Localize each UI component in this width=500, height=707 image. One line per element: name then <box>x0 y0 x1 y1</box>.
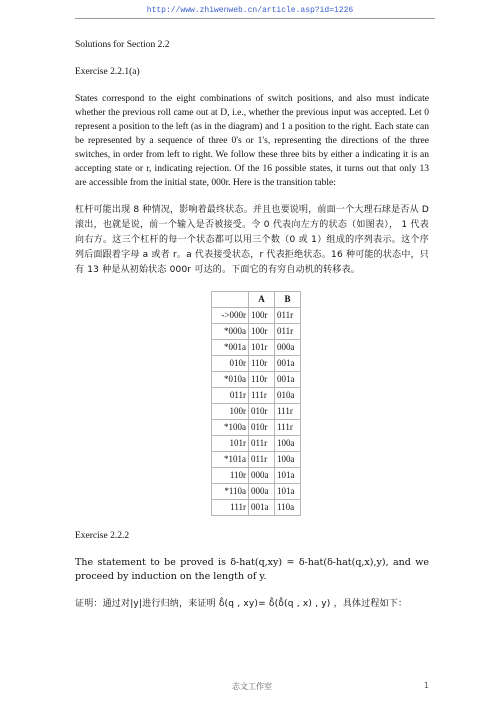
state-cell: 100r <box>212 404 249 420</box>
table-row <box>212 388 301 404</box>
table-row <box>212 372 301 388</box>
table-row <box>212 468 301 484</box>
transition-a-cell: 011r <box>249 436 275 452</box>
transition-a-cell: 001a <box>249 500 275 516</box>
state-cell: *101a <box>212 452 249 468</box>
table-row <box>212 308 301 324</box>
table-corner <box>212 292 249 308</box>
transition-table <box>211 291 301 516</box>
state-cell: 010r <box>212 356 249 372</box>
transition-a-cell: 011r <box>249 452 275 468</box>
state-cell: *010a <box>212 372 249 388</box>
document-body <box>75 38 429 625</box>
state-cell: *001a <box>212 340 249 356</box>
table-row <box>212 324 301 340</box>
exercise-title-2-2-2: Exercise 2.2.2 <box>75 531 130 541</box>
transition-b-cell: 011r <box>275 324 301 340</box>
state-cell: *110a <box>212 484 249 500</box>
table-body <box>212 308 301 516</box>
transition-b-cell: 100a <box>275 452 301 468</box>
transition-a-cell: 100r <box>249 324 275 340</box>
state-cell: 101r <box>212 436 249 452</box>
state-cell: 111r <box>212 500 249 516</box>
table-row <box>212 452 301 468</box>
transition-b-cell: 101a <box>275 468 301 484</box>
header-url[interactable]: http://www.zhiwenweb.cn/article.asp?id=1226 <box>146 6 354 15</box>
transition-b-cell: 010a <box>275 388 301 404</box>
column-header-b: B <box>275 292 301 308</box>
section-title: Solutions for Section 2.2 <box>75 40 170 50</box>
transition-b-cell: 001a <box>275 356 301 372</box>
transition-b-cell: 111r <box>275 420 301 436</box>
transition-b-cell: 011r <box>275 308 301 324</box>
table-row <box>212 340 301 356</box>
transition-b-cell: 000a <box>275 340 301 356</box>
table-row <box>212 484 301 500</box>
paragraph-english-1: States correspond to the eight combinations of switch positions, and also must indicate whether the previous roll came out at D, i.e., whether the previous input was accepted. Let 0 represent a position to the left (as in the diagram) and 1 a position to the right. Each state can be represented by a sequence of three 0's or 1's, representing the directions of the three switches, in order from left to right. We follow these three bits by either a indicating it is an accepting state or r, indicating rejection. Of the 16 possible states, it turns out that only 13 are accessible from the initial state, 000r. Here is the transition table: <box>75 94 429 188</box>
table-row <box>212 500 301 516</box>
transition-a-cell: 000a <box>249 484 275 500</box>
state-cell: *100a <box>212 420 249 436</box>
table-row <box>212 436 301 452</box>
state-cell: 110r <box>212 468 249 484</box>
paragraph-english-2: The statement to be proved is δ-hat(q,xy) = δ-hat(δ-hat(q,x),y), and we proceed by induction on the length of y. <box>75 557 429 582</box>
exercise-title-2-2-1a: Exercise 2.2.1(a) <box>75 67 140 77</box>
transition-a-cell: 000a <box>249 468 275 484</box>
transition-b-cell: 101a <box>275 484 301 500</box>
state-cell: ->000r <box>212 308 249 324</box>
paragraph-chinese-1: 杠杆可能出现 8 种情况，影响着最终状态。并且也要说明，前面一个大理石球是否从 D 滚出，也就是说，前一个输入是否被接受。令 0 代表向左方的状态（如图表）， 1 代表向右方。这三个杠杆的每一个状态都可以用三个数（0 或 1）组成的序列表示。这个序列后面跟着字母 a 或者 r。a 代表接受状态，r 代表拒绝状态。16 种可能的状态中，只有 13 种是从初始状态 000r 可达的。下面它的有穷自动机的转移表。 <box>75 205 429 275</box>
transition-b-cell: 001a <box>275 372 301 388</box>
transition-a-cell: 010r <box>249 404 275 420</box>
table-row <box>212 420 301 436</box>
transition-b-cell: 100a <box>275 436 301 452</box>
transition-b-cell: 111r <box>275 404 301 420</box>
transition-a-cell: 110r <box>249 356 275 372</box>
footer-studio-name: 志文工作室 <box>232 682 272 691</box>
header-divider <box>75 18 435 19</box>
table-row <box>212 356 301 372</box>
transition-a-cell: 110r <box>249 372 275 388</box>
state-cell: *000a <box>212 324 249 340</box>
paragraph-chinese-2: 证明：通过对|y|进行归纳，来证明 δ̂(q , xy)= δ̂(δ̂(q , x) , y) ，具体过程如下： <box>75 599 408 609</box>
table-row <box>212 404 301 420</box>
table-header-row <box>212 292 301 308</box>
transition-a-cell: 010r <box>249 420 275 436</box>
page-number: 1 <box>423 681 429 690</box>
transition-b-cell: 110a <box>275 500 301 516</box>
transition-a-cell: 111r <box>249 388 275 404</box>
transition-a-cell: 100r <box>249 308 275 324</box>
transition-a-cell: 101r <box>249 340 275 356</box>
state-cell: 011r <box>212 388 249 404</box>
column-header-a: A <box>249 292 275 308</box>
